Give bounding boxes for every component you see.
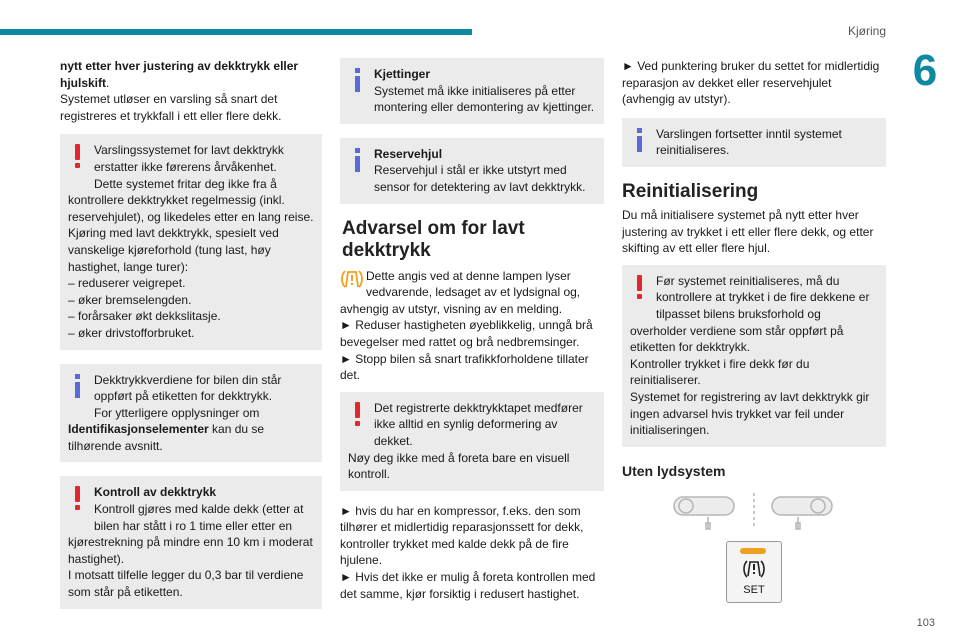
warning-text: Det registrerte dekktrykktapet medfører ikke alltid en synlig deformering av dekket.	[374, 400, 583, 448]
page-number: 103	[916, 617, 935, 629]
lamp-paragraph	[340, 268, 604, 318]
step-text: ► hvis du har en kompressor, f.eks. den som tilhører et midlertidig reparasjonssett for dekk, kontroller trykket med kalde dekk på de fire hjulene.	[340, 503, 584, 568]
info-icon	[630, 126, 656, 160]
warning-icon	[630, 273, 656, 307]
warning-text-2: Nøy deg ikke med å foreta bare en visuell kontroll.	[348, 450, 570, 482]
info-text-2	[68, 405, 314, 455]
subheading-no-audio: Uten lydsystem	[622, 462, 726, 479]
tyre-pressure-set-button-icon[interactable]	[726, 541, 782, 603]
info-box-spare-wheel	[340, 138, 604, 204]
reinit-text: Du må initialisere systemet på nytt etter hver justering av trykket i ett eller flere dekk, og etter skifting av ett eller flere hjul.	[622, 207, 874, 256]
info-text: Reservehjul i stål er ikke utstyrt med sensor for detektering av lavt dekktrykk.	[374, 163, 586, 194]
warning-line: Før systemet reinitialiseres, må du kontrollere at trykket i de fire dekkene er tilpasset bilens bruksforhold og overholder verdiene som står oppført på etiketten for dekktrykk.	[630, 273, 870, 355]
intro-bold: nytt etter hver justering av dekktrykk eller hjulskift	[60, 59, 299, 90]
indicator-lamp	[740, 548, 766, 554]
info-box-tyre-values	[60, 364, 322, 463]
section-heading-reinit: Reinitialisering	[622, 180, 759, 202]
info-text: Dekktrykkverdiene for bilen din står oppført på etiketten for dekktrykk.	[94, 372, 282, 404]
step-text: ► Stopp bilen så snart trafikkforholdene tillater det.	[340, 351, 589, 383]
warning-text: Kontroll gjøres med kalde dekk (etter at bilen har stått i ro 1 time eller etter en kjørestrekning på mindre enn 10 km i moderat hastighet).	[68, 502, 313, 566]
info-text-post: kan du se tilhørende avsnitt.	[68, 422, 265, 453]
info-box-warning-persists	[622, 118, 886, 167]
warning-line: – reduserer veigrepet.	[68, 276, 186, 291]
step-text: ► Ved punktering bruker du settet for midlertidig reparasjon av dekket eller reservehjulet (avhengig av utstyr).	[622, 59, 880, 107]
intro-paragraph-2: Systemet utløser en varsling så snart det registreres et trykkfall i ett eller flere dekk.	[60, 92, 282, 123]
warning-line: – øker drivstofforbruket.	[68, 325, 195, 340]
warning-icon	[68, 484, 94, 518]
info-icon	[348, 146, 374, 180]
warning-title: Kontroll av dekktrykk	[94, 485, 217, 500]
section-title: Kjøring	[847, 24, 886, 38]
info-text: Systemet må ikke initialiseres på etter montering eller demontering av kjettinger.	[374, 83, 595, 115]
info-icon	[348, 66, 374, 100]
warning-line: – øker bremselengden.	[68, 292, 192, 307]
warning-box-deformation	[340, 392, 604, 491]
warning-box-tyre-system	[60, 134, 322, 349]
info-link-text: Identifikasjonselementer	[68, 422, 209, 437]
section-heading-warning: Advarsel om for lavt dekktrykk	[342, 217, 525, 261]
set-button-label: SET	[743, 584, 765, 597]
warning-text-2: I motsatt tilfelle legger du 0,3 bar til verdiene som står på etiketten.	[68, 568, 304, 600]
column-1	[60, 58, 322, 609]
lamp-text: Dette angis ved at denne lampen lyser vedvarende, ledsaget av et lydsignal og, avhengig av utstyr, visning av en melding.	[340, 268, 581, 316]
illustration-area	[622, 489, 886, 609]
warning-line: – forårsaker økt dekkslitasje.	[68, 309, 221, 324]
step-text: ► Reduser hastigheten øyeblikkelig, unngå brå bevegelser med rattet og brå nedbremsinger.	[340, 318, 593, 349]
info-box-chains	[340, 58, 604, 124]
warning-box-pressure-check	[60, 476, 322, 608]
tyre-pressure-warning-icon	[340, 268, 366, 298]
info-title: Reservehjul	[374, 146, 443, 161]
warning-line: Kontroller trykket i fire dekk før du reinitialiserer.	[630, 356, 810, 388]
chapter-number: 6	[912, 46, 938, 95]
info-title: Kjettinger	[374, 67, 431, 81]
info-text-pre: For ytterligere opplysninger om	[94, 405, 260, 420]
header-accent-bar	[0, 29, 472, 35]
warning-line: Kjøring med lavt dekktrykk, spesielt ved vanskelige kjøreforhold (tung last, høy hastighet, lange turer):	[68, 226, 279, 274]
tyre-pressure-warning-icon	[742, 559, 766, 579]
warning-icon	[68, 142, 94, 176]
info-icon	[68, 372, 94, 406]
warning-box-reinit	[622, 265, 886, 447]
info-text: Varslingen fortsetter inntil systemet reinitialiseres.	[656, 126, 842, 158]
warning-icon	[348, 400, 374, 434]
warning-line: Systemet for registrering av lavt dekktrykk gir ingen advarsel hvis trykket var feil under initialiseringen.	[630, 389, 870, 438]
warning-line: Varslingssystemet for lavt dekktrykk erstatter ikke førerens årvåkenhet.	[94, 143, 284, 174]
column-3	[622, 58, 886, 609]
step-text: ► Hvis det ikke er mulig å foreta kontrollen med det samme, kjør forsiktig i redusert hastighet.	[340, 570, 596, 601]
column-2	[340, 58, 604, 602]
warning-line: Dette systemet fritar deg ikke fra å kontrollere dekktrykket regelmessig (inkl. reservehjulet), og likedeles etter en lang reise.	[68, 176, 314, 224]
intro-paragraph	[60, 58, 322, 91]
intro-after: .	[106, 75, 110, 90]
